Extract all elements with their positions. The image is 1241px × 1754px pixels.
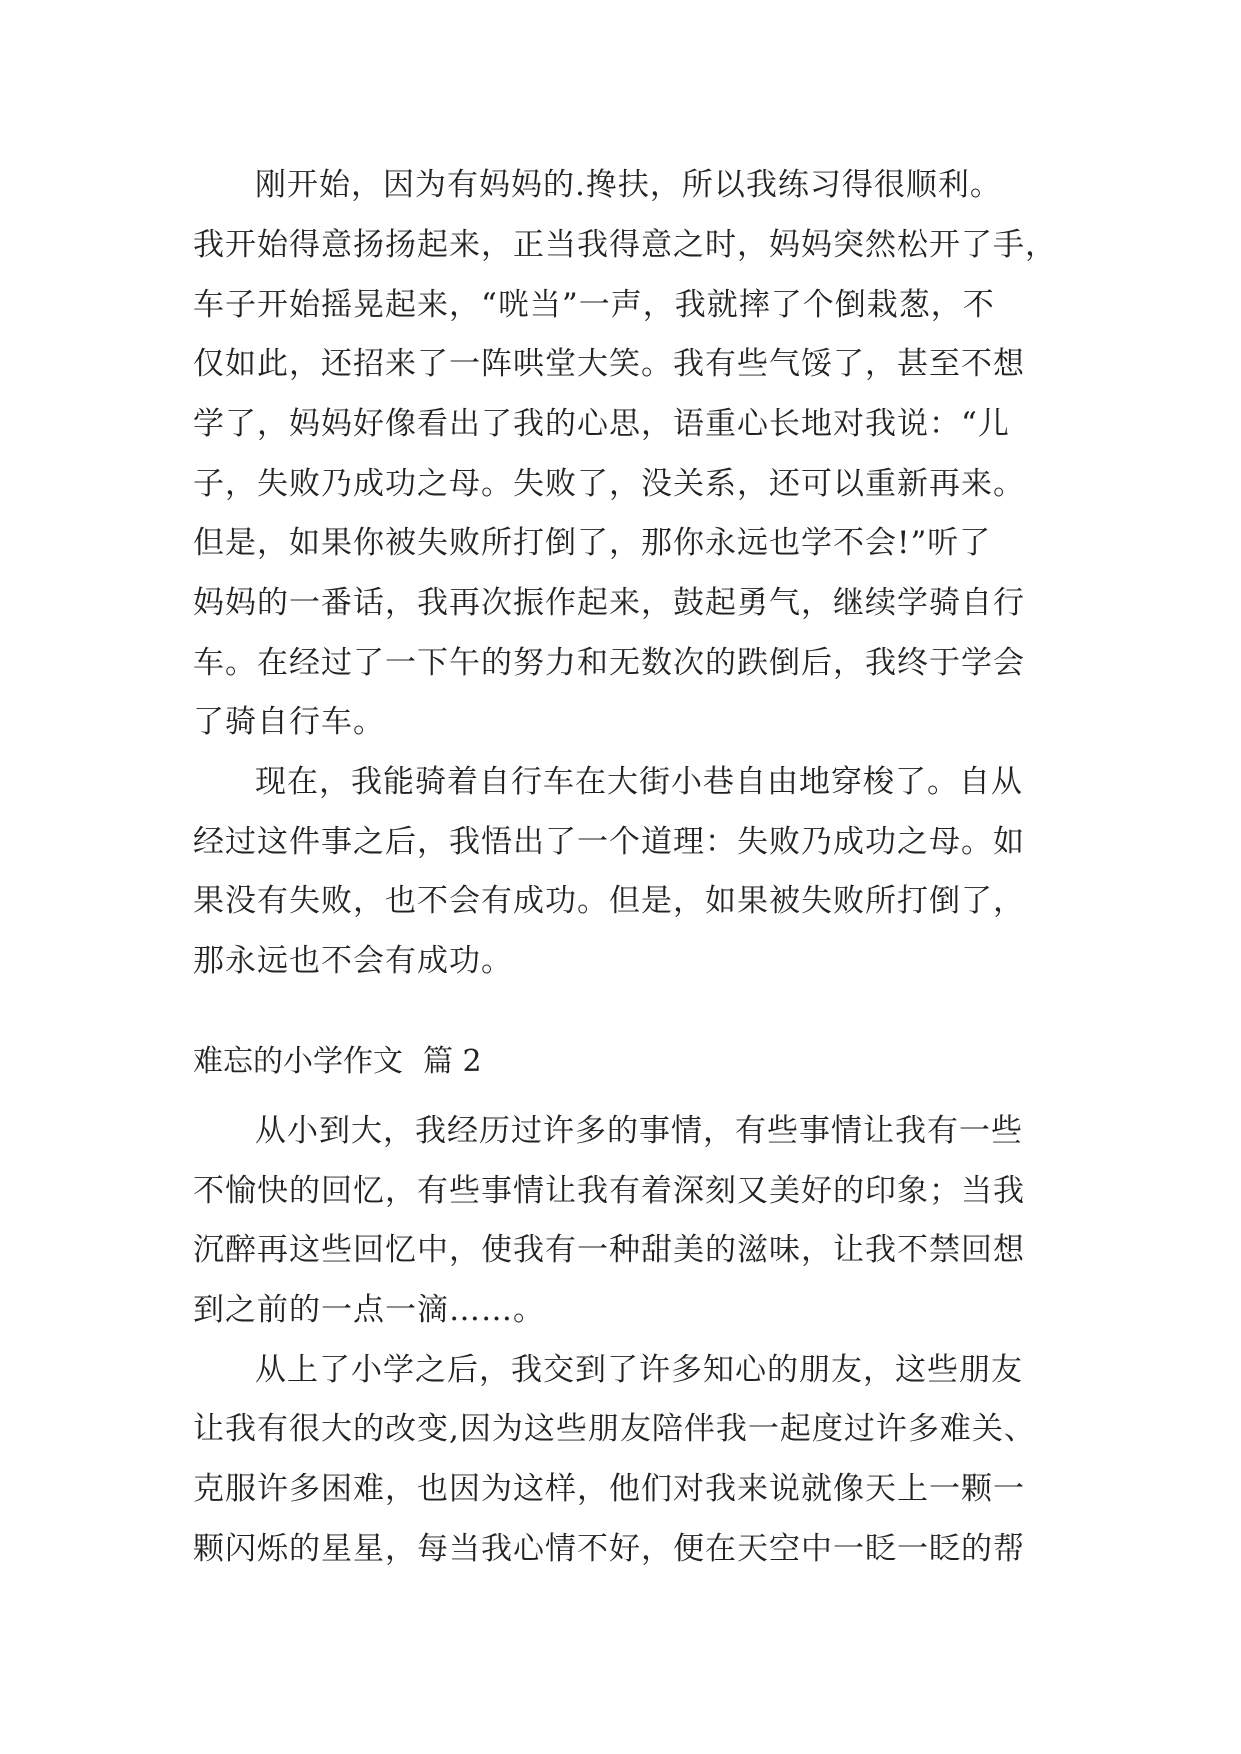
- text-line: 刚开始，因为有妈妈的.搀扶，所以我练习得很顺利。: [255, 167, 1002, 203]
- text-line: 经过这件事之后，我悟出了一个道理：失败乃成功之母。如: [193, 824, 1025, 860]
- text-line: 颗闪烁的星星，每当我心情不好，便在天空中一眨一眨的帮: [193, 1531, 1025, 1567]
- text-line: 让我有很大的改变,因为这些朋友陪伴我一起度过许多难关、: [193, 1411, 1036, 1447]
- section-heading: [193, 1042, 482, 1082]
- text-line: 车。在经过了一下午的努力和无数次的跌倒后，我终于学会: [193, 645, 1025, 681]
- text-line: 从上了小学之后，我交到了许多知心的朋友，这些朋友: [255, 1352, 1023, 1388]
- text-line: 妈妈的一番话，我再次振作起来，鼓起勇气，继续学骑自行: [193, 585, 1025, 621]
- text-line: 但是，如果你被失败所打倒了，那你永远也学不会!”听了: [193, 525, 992, 561]
- text-line: 果没有失败，也不会有成功。但是，如果被失败所打倒了，: [193, 883, 1025, 919]
- text-line: 仅如此，还招来了一阵哄堂大笑。我有些气馁了，甚至不想: [193, 346, 1025, 382]
- text-line: 不愉快的回忆，有些事情让我有着深刻又美好的印象；当我: [193, 1173, 1025, 1209]
- text-line: 现在，我能骑着自行车在大街小巷自由地穿梭了。自从: [255, 764, 1023, 800]
- text-line: 从小到大，我经历过许多的事情，有些事情让我有一些: [255, 1113, 1023, 1149]
- text-line: 到之前的一点一滴……。: [193, 1292, 545, 1328]
- text-line: 我开始得意扬扬起来，正当我得意之时，妈妈突然松开了手，: [193, 227, 1057, 263]
- section-label: 篇 2: [423, 1044, 482, 1079]
- text-line: 车子开始摇晃起来，“咣当”一声，我就摔了个倒栽葱，不: [193, 287, 995, 323]
- text-line: 子，失败乃成功之母。失败了，没关系，还可以重新再来。: [193, 466, 1025, 502]
- text-line: 克服许多困难，也因为这样，他们对我来说就像天上一颗一: [193, 1471, 1025, 1507]
- text-line: 那永远也不会有成功。: [193, 943, 513, 979]
- text-line: 学了，妈妈好像看出了我的心思，语重心长地对我说：“儿: [193, 406, 1010, 442]
- text-line: 了骑自行车。: [193, 704, 385, 740]
- section-title: 难忘的小学作文: [193, 1044, 403, 1079]
- text-line: 沉醉再这些回忆中，使我有一种甜美的滋味，让我不禁回想: [193, 1232, 1025, 1268]
